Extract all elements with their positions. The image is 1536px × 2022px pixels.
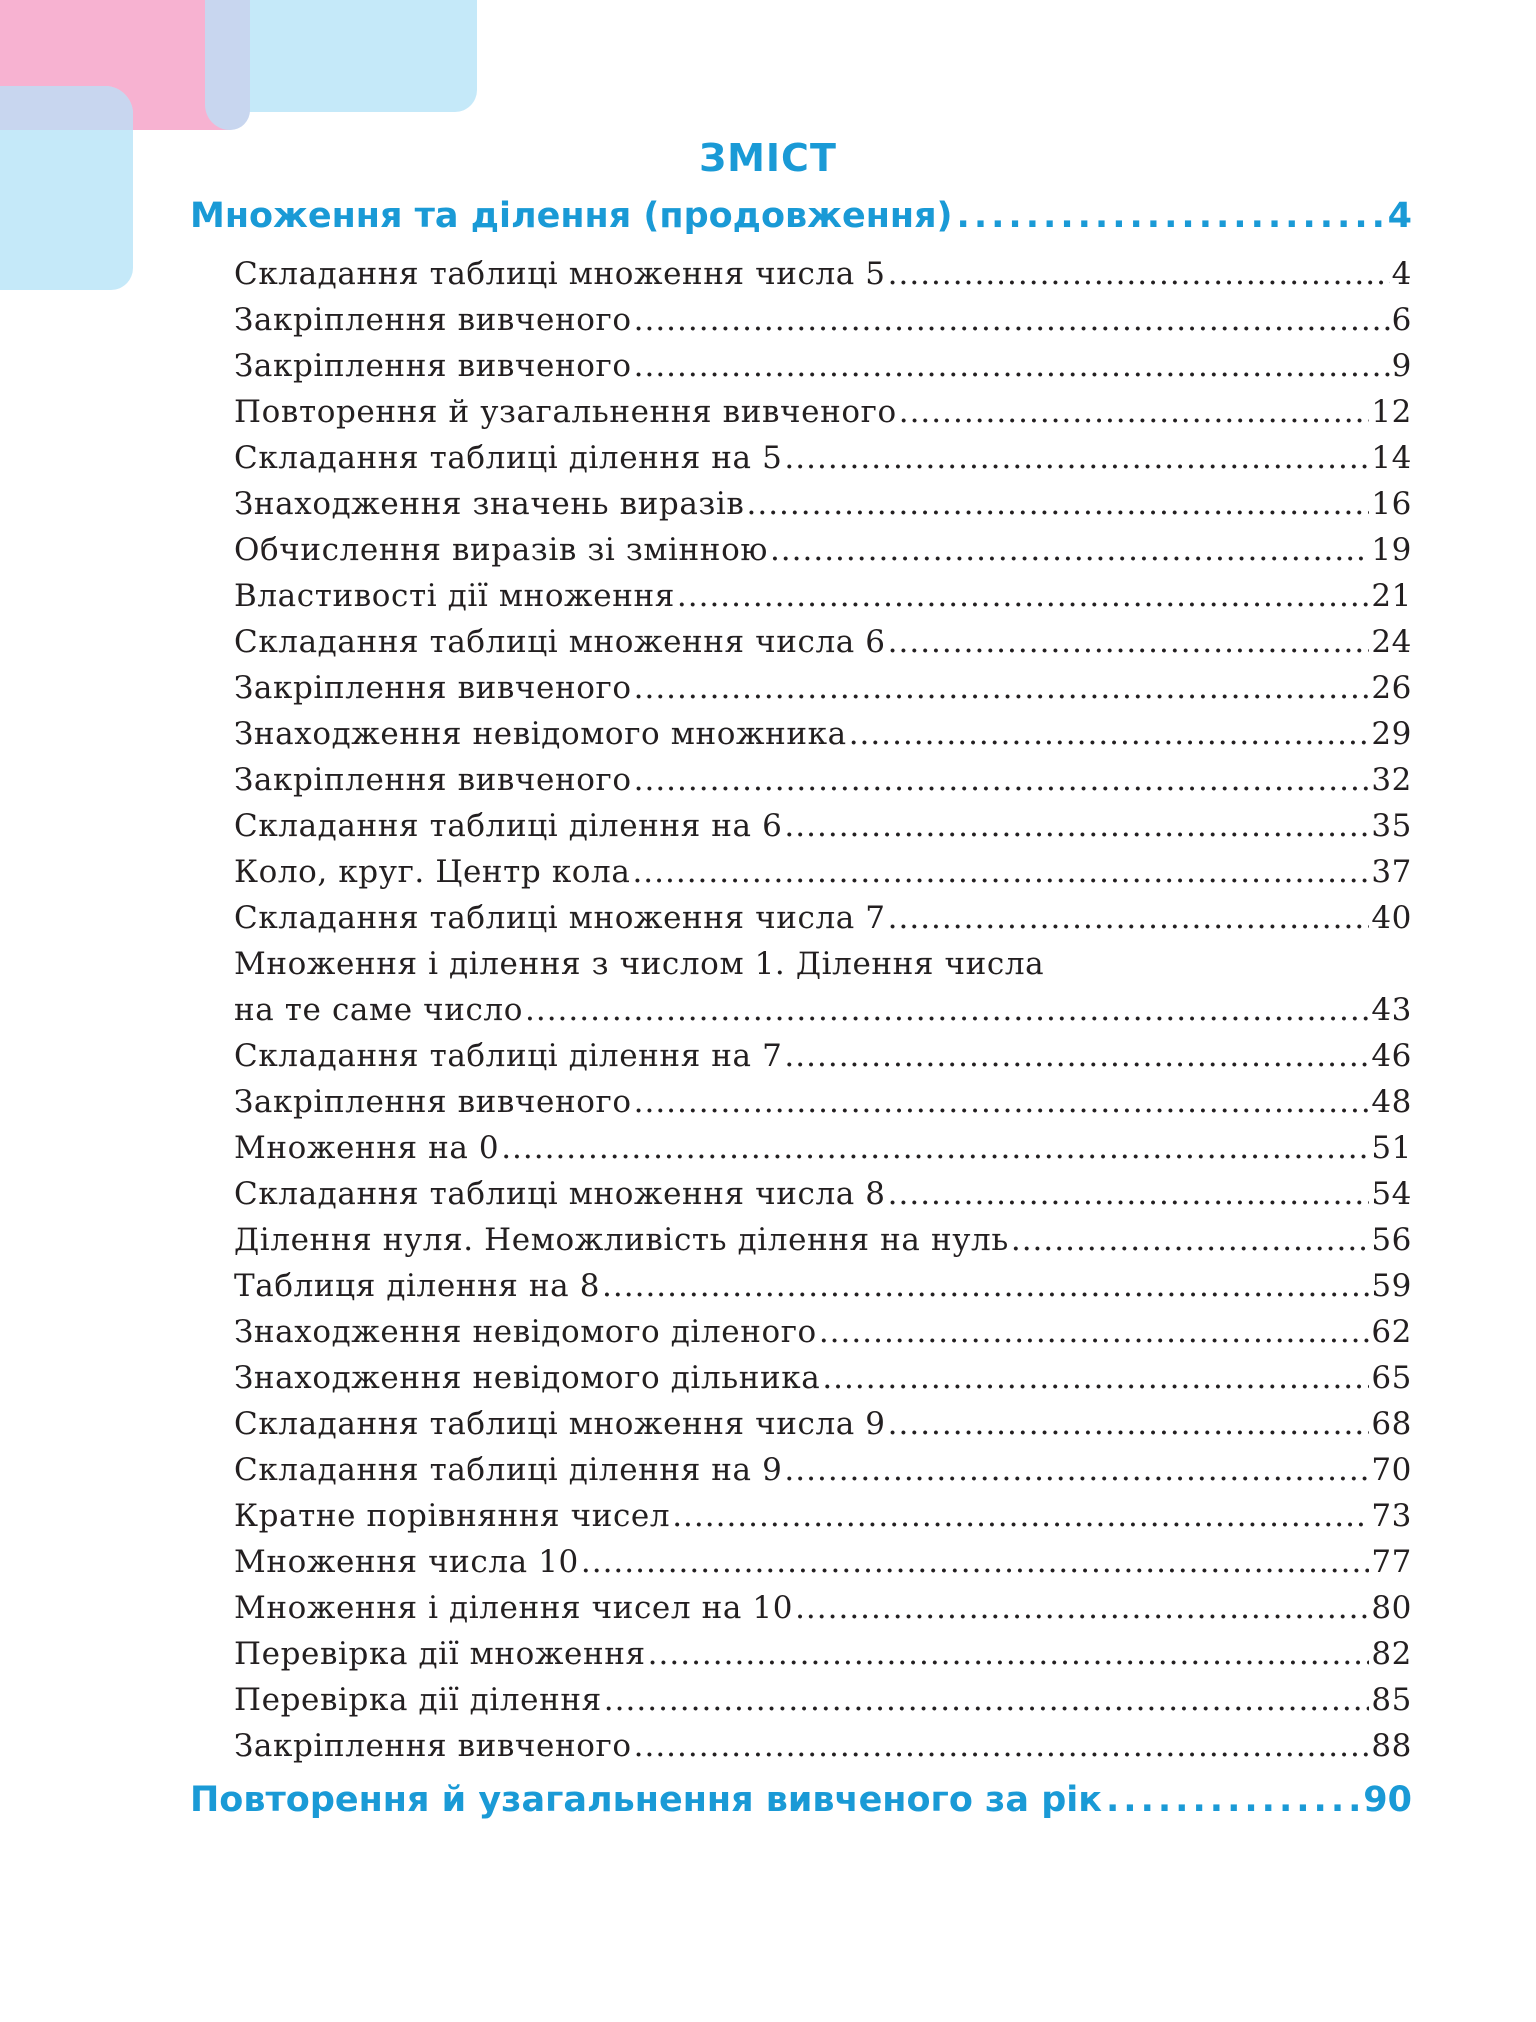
toc-entry-title: Закріплення вивченого — [234, 762, 632, 798]
toc-entry-title: Обчислення виразів зі змінною — [234, 532, 768, 568]
page-title: ЗМІСТ — [699, 136, 837, 180]
toc-entry-title: Кратне порівняння чисел — [234, 1498, 671, 1534]
toc-entry-title: Множення числа 10 — [234, 1544, 579, 1580]
toc-entry-title: Закріплення вивченого — [234, 1084, 632, 1120]
toc-entry-page: 51 — [1371, 1130, 1412, 1166]
dot-leader — [747, 486, 1370, 522]
toc-entry[interactable] — [234, 532, 1412, 568]
toc-entry-page: 46 — [1371, 1038, 1412, 1074]
toc-entry[interactable] — [234, 716, 1412, 752]
toc-entry-page: 62 — [1371, 1314, 1412, 1350]
toc-entry[interactable] — [234, 1038, 1412, 1074]
dot-leader — [634, 302, 1390, 338]
dot-leader — [501, 1130, 1369, 1166]
toc-entry-page: 70 — [1371, 1452, 1412, 1488]
toc-section[interactable] — [190, 196, 1412, 236]
dot-leader — [677, 578, 1369, 614]
toc-entry[interactable] — [234, 578, 1412, 614]
toc-entry[interactable] — [234, 762, 1412, 798]
dot-leader — [795, 1590, 1369, 1626]
toc-entry[interactable] — [234, 808, 1412, 844]
toc-entry-title: Закріплення вивченого — [234, 302, 632, 338]
toc-entry[interactable] — [234, 1728, 1412, 1764]
dot-leader — [784, 440, 1369, 476]
toc-entry-page: 73 — [1371, 1498, 1412, 1534]
toc-entry-title: Складання таблиці множення числа 9 — [234, 1406, 886, 1442]
dot-leader — [632, 854, 1369, 890]
toc-entry-page: 40 — [1371, 900, 1412, 936]
toc-entry[interactable] — [234, 348, 1412, 384]
toc-entry-title: Складання таблиці ділення на 7 — [234, 1038, 783, 1074]
toc-entry-page: 48 — [1371, 1084, 1412, 1120]
toc-entry-title: Знаходження невідомого діленого — [234, 1314, 817, 1350]
dot-leader — [888, 256, 1390, 292]
dot-leader — [634, 1728, 1370, 1764]
toc-entry[interactable] — [234, 1452, 1412, 1488]
toc-section[interactable] — [190, 1780, 1412, 1820]
toc-entry-title: Закріплення вивченого — [234, 348, 632, 384]
dot-leader — [672, 1498, 1369, 1534]
toc-entry-page: 35 — [1371, 808, 1412, 844]
toc-entry-page: 24 — [1371, 624, 1412, 660]
dot-leader — [957, 196, 1384, 236]
dot-leader — [899, 394, 1370, 430]
toc-entry-title: Складання таблиці ділення на 5 — [234, 440, 783, 476]
dot-leader — [770, 532, 1369, 568]
toc-entry-page: 88 — [1371, 1728, 1412, 1764]
toc-entry-page: 56 — [1371, 1222, 1412, 1258]
toc-entry-page: 19 — [1371, 532, 1412, 568]
toc-entry[interactable] — [234, 1176, 1412, 1212]
toc-entry[interactable] — [234, 854, 1412, 890]
toc-entry[interactable] — [234, 1084, 1412, 1120]
toc-section-page: 4 — [1387, 196, 1412, 236]
toc-entry[interactable] — [234, 1360, 1412, 1396]
dot-leader — [604, 1682, 1370, 1718]
dot-leader — [634, 762, 1370, 798]
dot-leader — [648, 1636, 1370, 1672]
toc-entry[interactable] — [234, 1590, 1412, 1626]
toc-entry-page: 32 — [1371, 762, 1412, 798]
dot-leader — [888, 1406, 1370, 1442]
toc-entry[interactable] — [234, 486, 1412, 522]
dot-leader — [634, 1084, 1370, 1120]
toc-entry[interactable] — [234, 1406, 1412, 1442]
toc-entry-page: 12 — [1371, 394, 1412, 430]
toc-entry[interactable] — [234, 900, 1412, 936]
toc-entry-page: 37 — [1371, 854, 1412, 890]
toc-entry-page: 59 — [1371, 1268, 1412, 1304]
toc-entry-page: 6 — [1391, 302, 1412, 338]
toc-entry-page: 21 — [1371, 578, 1412, 614]
toc-entry[interactable] — [234, 1314, 1412, 1350]
toc-entry-page: 82 — [1371, 1636, 1412, 1672]
dot-leader — [602, 1268, 1369, 1304]
toc-entry-title: Закріплення вивченого — [234, 1728, 632, 1764]
toc-entry-title: Складання таблиці множення числа 5 — [234, 256, 886, 292]
toc-entry[interactable] — [234, 1636, 1412, 1672]
toc-entry-title: на те саме число — [234, 992, 523, 1028]
toc-entry-page: 9 — [1391, 348, 1412, 384]
toc-entry-page: 43 — [1371, 992, 1412, 1028]
toc-entry[interactable] — [234, 1544, 1412, 1580]
toc-entry[interactable] — [234, 1682, 1412, 1718]
dot-leader — [888, 1176, 1370, 1212]
toc-entry-title: Знаходження невідомого множника — [234, 716, 847, 752]
toc-entry-page: 4 — [1391, 256, 1412, 292]
toc-section-page: 90 — [1363, 1780, 1412, 1820]
toc-entry-title: Коло, круг. Центр кола — [234, 854, 631, 890]
decor-overlap-block — [205, 0, 250, 130]
toc-entry-title: Множення на 0 — [234, 1130, 500, 1166]
dot-leader — [634, 670, 1370, 706]
toc-section-title: Множення та ділення (продовження) — [190, 196, 953, 236]
toc-section-title: Повторення й узагальнення вивченого за рік — [190, 1780, 1102, 1820]
toc-entry[interactable] — [234, 992, 1412, 1028]
toc-entry-title: Закріплення вивченого — [234, 670, 632, 706]
toc-entry-title: Перевірка дії множення — [234, 1636, 646, 1672]
toc-entry-title: Складання таблиці множення числа 7 — [234, 900, 886, 936]
toc-entry-page: 65 — [1371, 1360, 1412, 1396]
dot-leader — [1106, 1780, 1359, 1820]
dot-leader — [819, 1314, 1370, 1350]
toc-entry[interactable] — [234, 256, 1412, 292]
toc-entry[interactable] — [234, 1498, 1412, 1534]
decor-overlap-side-block — [0, 86, 133, 130]
toc-entry-title: Множення і ділення чисел на 10 — [234, 1590, 794, 1626]
toc-entry-title: Таблиця ділення на 8 — [234, 1268, 601, 1304]
toc-entry-title: Повторення й узагальнення вивченого — [234, 394, 897, 430]
toc-entry[interactable] — [234, 440, 1412, 476]
dot-leader — [784, 1038, 1369, 1074]
dot-leader — [849, 716, 1370, 752]
toc-entry-page: 68 — [1371, 1406, 1412, 1442]
toc-entry-page: 26 — [1371, 670, 1412, 706]
toc-entry-title: Складання таблиці множення числа 8 — [234, 1176, 886, 1212]
toc-entry-title: Перевірка дії ділення — [234, 1682, 602, 1718]
toc-entry-title: Складання таблиці множення числа 6 — [234, 624, 886, 660]
dot-leader — [1011, 1222, 1370, 1258]
toc-entry-title: Ділення нуля. Неможливість ділення на нуль — [234, 1222, 1009, 1258]
toc-entry-page: 54 — [1371, 1176, 1412, 1212]
toc-entry-page: 77 — [1371, 1544, 1412, 1580]
dot-leader — [822, 1360, 1369, 1396]
dot-leader — [581, 1544, 1369, 1580]
dot-leader — [784, 1452, 1369, 1488]
toc-entry[interactable] — [234, 302, 1412, 338]
toc-entry-title: Складання таблиці ділення на 9 — [234, 1452, 783, 1488]
toc-entry[interactable] — [234, 670, 1412, 706]
dot-leader — [525, 992, 1369, 1028]
toc-entry-page: 85 — [1371, 1682, 1412, 1718]
toc-entry-title: Знаходження значень виразів — [234, 486, 745, 522]
toc-entry[interactable] — [234, 1130, 1412, 1166]
dot-leader — [784, 808, 1369, 844]
toc-entry-page: 29 — [1371, 716, 1412, 752]
toc-entry[interactable] — [234, 1222, 1412, 1258]
toc-entry[interactable] — [234, 394, 1412, 430]
toc-entry-page: 80 — [1371, 1590, 1412, 1626]
toc-entry-title: Складання таблиці ділення на 6 — [234, 808, 783, 844]
dot-leader — [888, 624, 1370, 660]
toc-entry-page: 14 — [1371, 440, 1412, 476]
dot-leader — [634, 348, 1390, 384]
toc-entry[interactable] — [234, 1268, 1412, 1304]
toc-entry-title: Властивості дії множення — [234, 578, 675, 614]
toc-entry-title-line: Множення і ділення з числом 1. Ділення числа — [234, 946, 1045, 982]
toc-entry-page: 16 — [1371, 486, 1412, 522]
toc-entry[interactable] — [234, 624, 1412, 660]
toc-entry-title: Знаходження невідомого дільника — [234, 1360, 821, 1396]
dot-leader — [888, 900, 1370, 936]
